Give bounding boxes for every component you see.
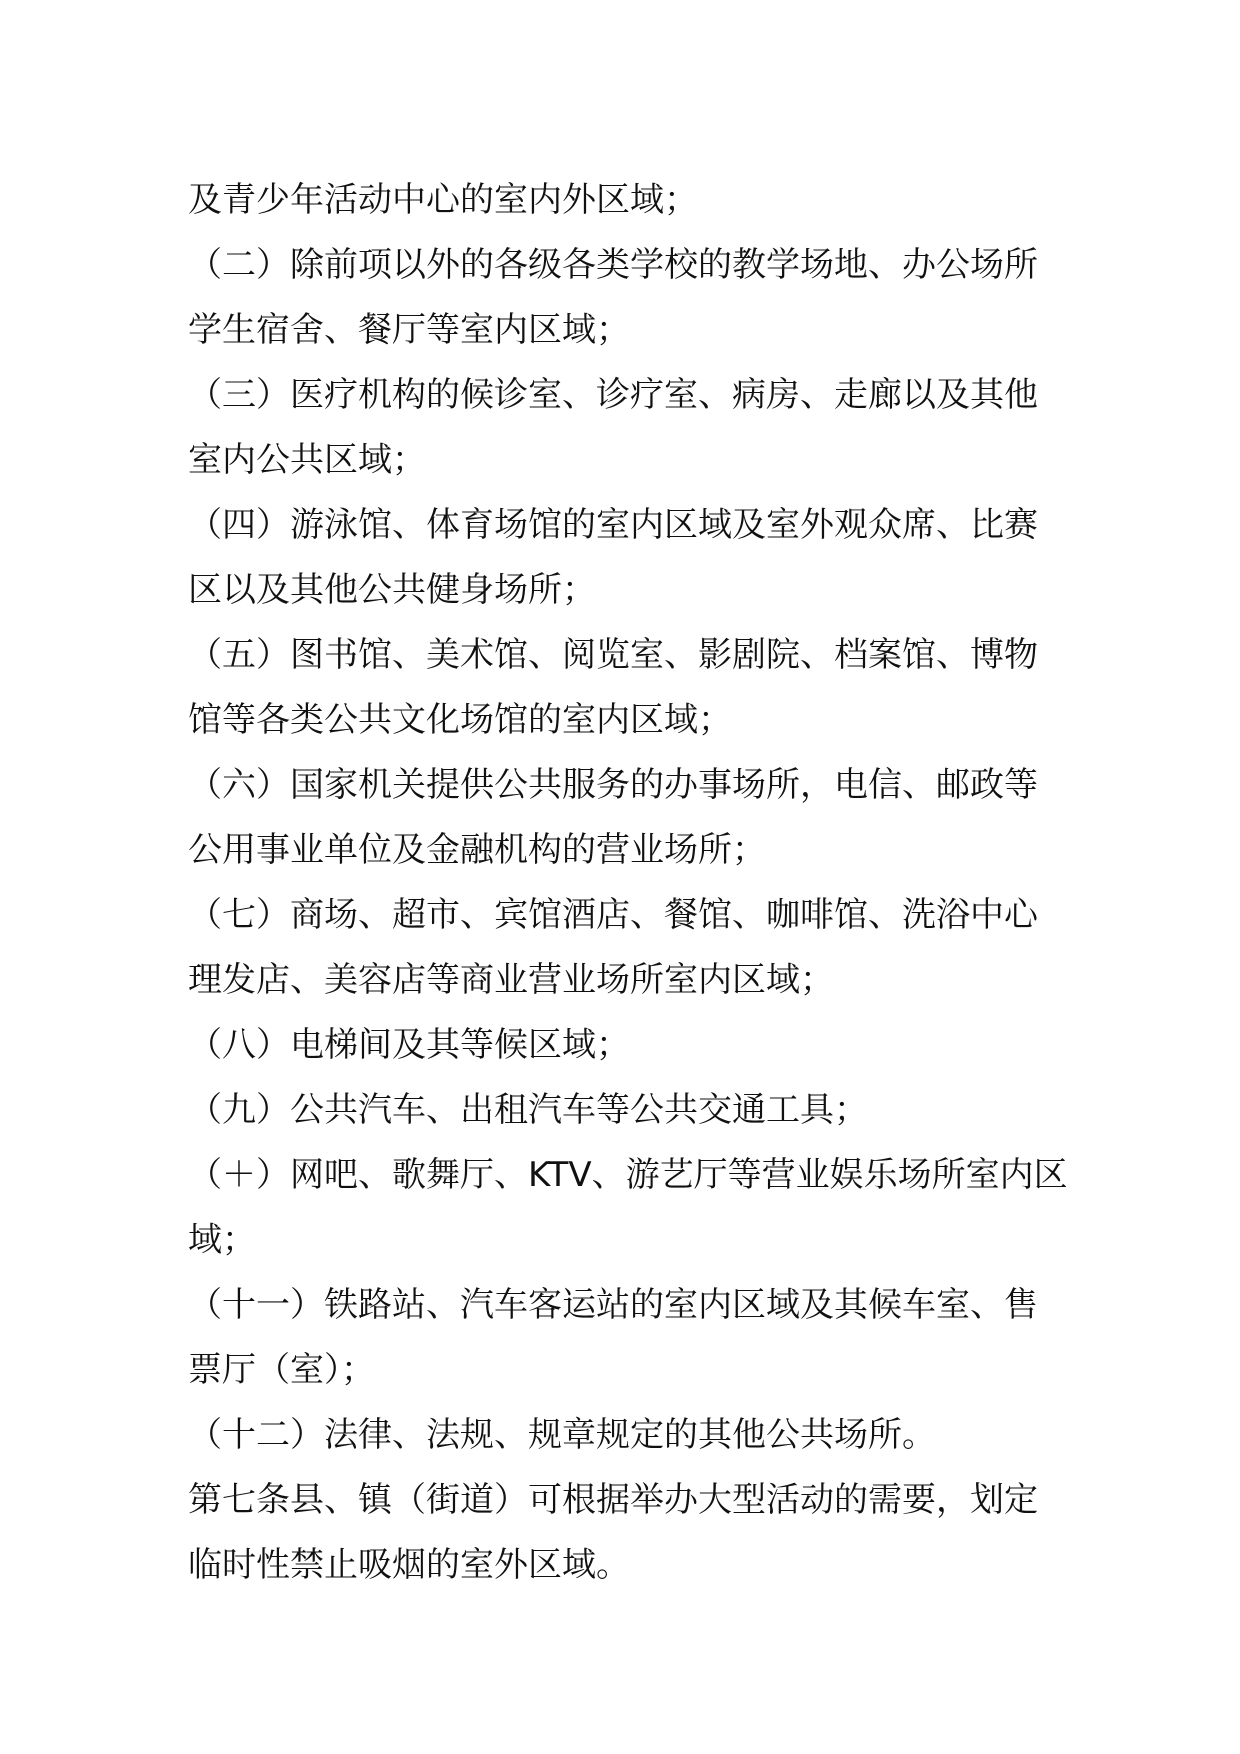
text-line: （九）公共汽车、出租汽车等公共交通工具；: [188, 1090, 868, 1130]
text-line: （二）除前项以外的各级各类学校的教学场地、办公场所: [188, 245, 1038, 285]
text-line: （四）游泳馆、体育场馆的室内区域及室外观众席、比赛: [188, 505, 1038, 545]
text-line: （七）商场、超市、宾馆酒店、餐馆、咖啡馆、洗浴中心: [188, 895, 1038, 935]
text-line: 理发店、美容店等商业营业场所室内区域；: [188, 960, 834, 1000]
text-line: 区以及其他公共健身场所；: [188, 570, 596, 610]
text-line: （三）医疗机构的候诊室、诊疗室、病房、走廊以及其他: [188, 375, 1038, 415]
text-line: 票厅（室）；: [188, 1350, 375, 1390]
text-line: 临时性禁止吸烟的室外区域。: [188, 1545, 630, 1585]
text-line: （五）图书馆、美术馆、阅览室、影剧院、档案馆、博物: [188, 635, 1038, 675]
text-line: 学生宿舍、餐厅等室内区域；: [188, 310, 630, 350]
text-line: （＋）网吧、歌舞厅、KTV、游艺厅等营业娱乐场所室内区: [188, 1155, 1068, 1195]
text-line: （六）国家机关提供公共服务的办事场所，电信、邮政等: [188, 765, 1038, 805]
text-line: 馆等各类公共文化场馆的室内区域；: [188, 700, 732, 740]
text-line: 第七条县、镇（街道）可根据举办大型活动的需要，划定: [188, 1480, 1038, 1520]
text-line: 公用事业单位及金融机构的营业场所；: [188, 830, 766, 870]
text-line: （八）电梯间及其等候区域；: [188, 1025, 630, 1065]
document-body: [188, 168, 1068, 1598]
text-line: 室内公共区域；: [188, 440, 426, 480]
text-line: 域；: [188, 1220, 256, 1260]
text-line: （十二）法律、法规、规章规定的其他公共场所。: [188, 1415, 936, 1455]
text-line: 及青少年活动中心的室内外区域；: [188, 180, 698, 220]
text-line: （十一）铁路站、汽车客运站的室内区域及其候车室、售: [188, 1285, 1038, 1325]
